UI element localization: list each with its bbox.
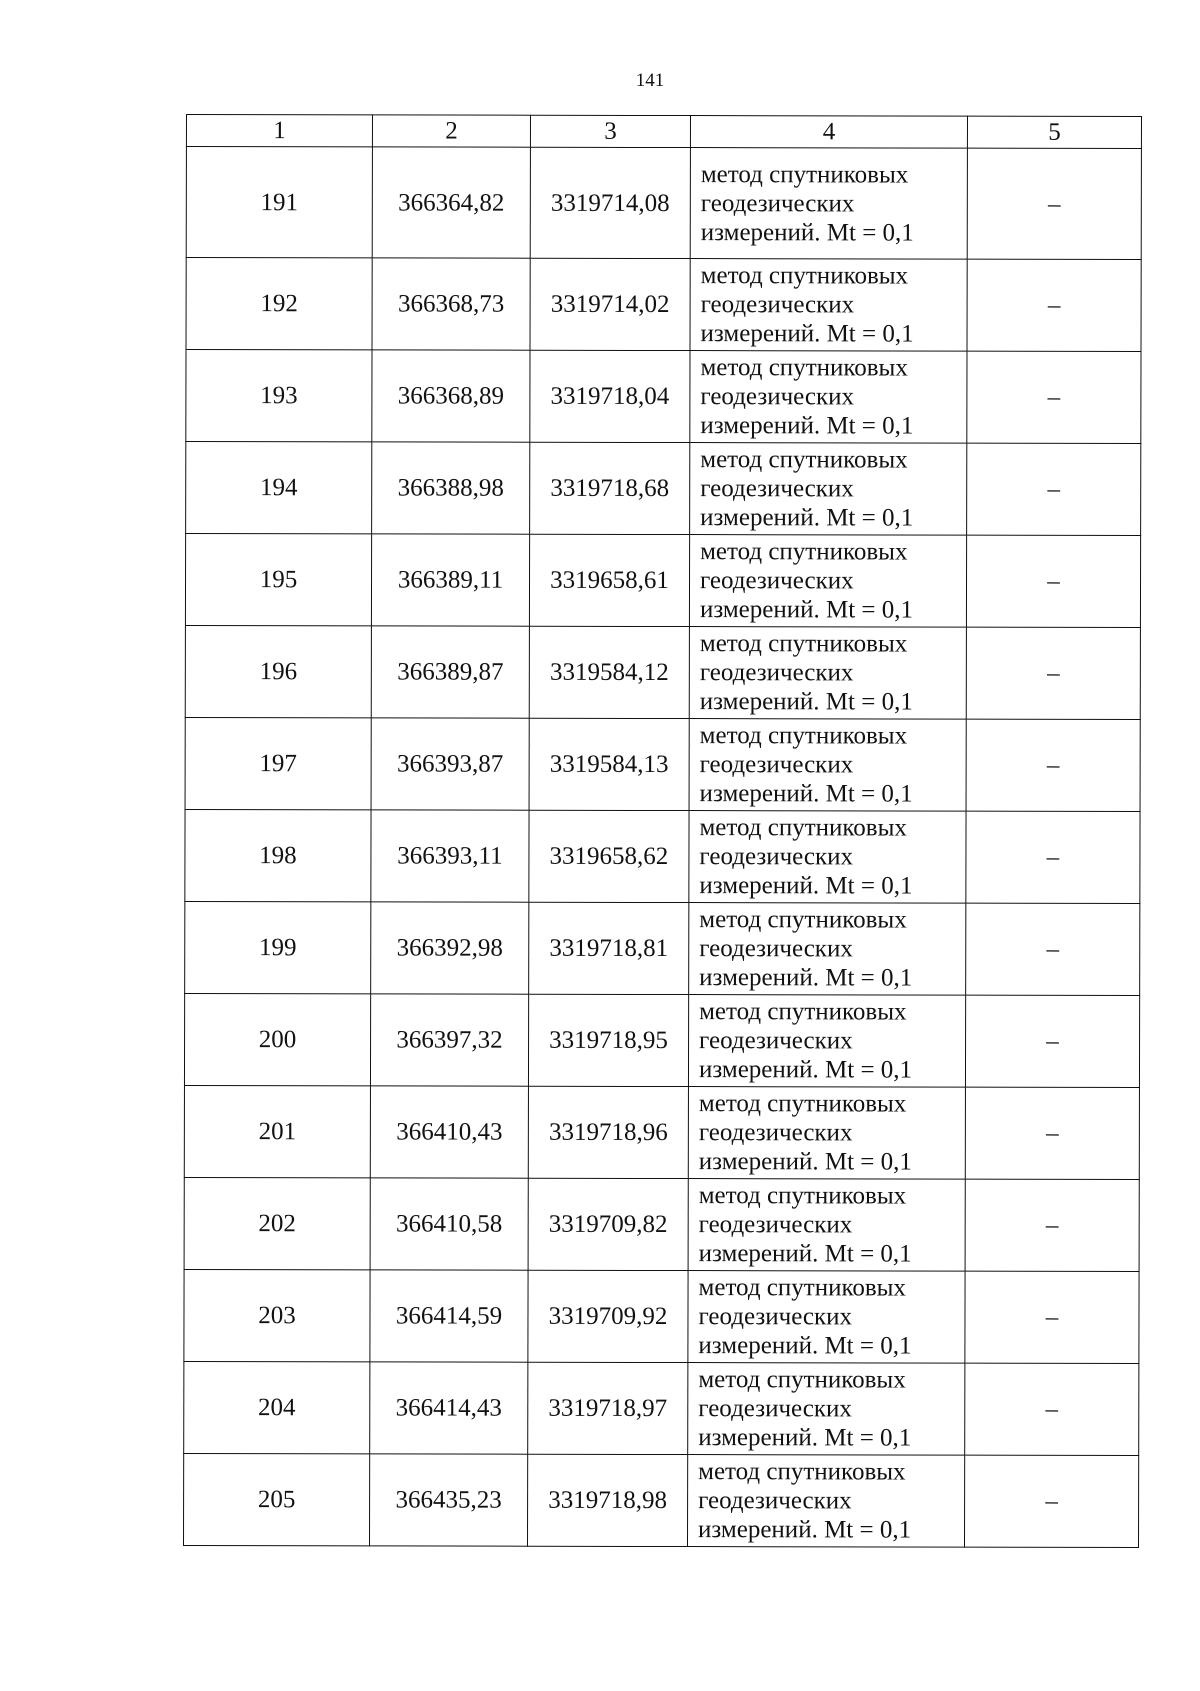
coordinate-x-cell: 366435,23 — [370, 1454, 528, 1546]
coordinate-y-cell: 3319584,13 — [529, 718, 689, 810]
note-cell: – — [967, 259, 1141, 351]
coordinate-x-cell: 366410,58 — [370, 1178, 528, 1270]
coordinate-y-cell: 3319709,82 — [528, 1178, 688, 1270]
method-cell: метод спутниковых геодезических измерений. Mt = 0,1 — [689, 719, 966, 812]
coordinate-y-cell: 3319718,81 — [529, 902, 689, 994]
note-cell: – — [965, 1087, 1139, 1179]
coordinate-y-cell: 3319718,97 — [528, 1362, 688, 1454]
note-cell: – — [967, 148, 1141, 259]
coordinate-y-cell: 3319584,12 — [529, 626, 689, 718]
coordinate-x-cell: 366414,59 — [370, 1270, 528, 1362]
method-cell: метод спутниковых геодезических измерений. Mt = 0,1 — [689, 903, 966, 996]
table-body — [184, 147, 1142, 1548]
coordinate-x-cell: 366389,11 — [371, 534, 529, 626]
coordinate-y-cell: 3319718,95 — [528, 994, 688, 1086]
coordinate-x-cell: 366368,73 — [372, 258, 530, 350]
table-header — [186, 115, 1141, 149]
header-col-2: 2 — [372, 115, 530, 147]
header-col-4: 4 — [690, 116, 967, 149]
coordinate-y-cell: 3319658,61 — [529, 534, 689, 626]
coordinate-y-cell: 3319714,08 — [530, 147, 690, 258]
point-number-cell: 200 — [184, 993, 370, 1085]
point-number-cell: 202 — [184, 1177, 370, 1269]
coordinate-y-cell: 3319718,96 — [528, 1086, 688, 1178]
header-col-1: 1 — [186, 115, 372, 147]
header-col-3: 3 — [530, 115, 690, 147]
coordinate-x-cell: 366364,82 — [372, 147, 530, 258]
page-number: 141 — [635, 70, 665, 91]
coordinate-x-cell: 366414,43 — [370, 1362, 528, 1454]
coordinate-y-cell: 3319718,04 — [530, 350, 690, 442]
note-cell: – — [965, 1455, 1139, 1547]
point-number-cell: 196 — [185, 625, 371, 717]
point-number-cell: 205 — [184, 1453, 370, 1545]
table-row — [185, 534, 1140, 628]
note-cell: – — [967, 443, 1141, 535]
coordinate-y-cell: 3319714,02 — [530, 258, 690, 350]
coordinate-x-cell: 366392,98 — [371, 902, 529, 994]
note-cell: – — [965, 1363, 1139, 1455]
note-cell: – — [965, 995, 1139, 1087]
method-cell: метод спутниковых геодезических измерений. Mt = 0,1 — [688, 1271, 965, 1364]
note-cell: – — [966, 811, 1140, 903]
method-cell: метод спутниковых геодезических измерений. Mt = 0,1 — [688, 1087, 965, 1180]
note-cell: – — [966, 535, 1140, 627]
table-row — [184, 1361, 1139, 1455]
table-row — [186, 258, 1141, 352]
method-cell: метод спутниковых геодезических измерений. Mt = 0,1 — [688, 995, 965, 1088]
note-cell: – — [966, 719, 1140, 811]
method-cell: метод спутниковых геодезических измерений. Mt = 0,1 — [690, 443, 967, 536]
method-cell: метод спутниковых геодезических измерений. Mt = 0,1 — [689, 535, 966, 628]
method-cell: метод спутниковых геодезических измерений. Mt = 0,1 — [688, 1179, 965, 1272]
method-cell: метод спутниковых геодезических измерений. Mt = 0,1 — [690, 259, 967, 352]
coordinates-table — [183, 114, 1142, 1548]
table-row — [184, 993, 1139, 1087]
table-row — [184, 1085, 1139, 1179]
point-number-cell: 195 — [185, 534, 371, 626]
table-row — [184, 1177, 1139, 1271]
coordinate-y-cell: 3319709,92 — [528, 1270, 688, 1362]
table-row — [184, 1269, 1139, 1363]
table-row — [185, 901, 1140, 995]
coordinate-x-cell: 366389,87 — [371, 626, 529, 718]
method-cell: метод спутниковых геодезических измерений. Mt = 0,1 — [688, 1455, 965, 1548]
coordinate-x-cell: 366393,11 — [371, 810, 529, 902]
table-row — [185, 809, 1140, 903]
table-row — [186, 442, 1141, 536]
note-cell: – — [966, 903, 1140, 995]
table-row — [184, 1453, 1139, 1547]
coordinate-x-cell: 366397,32 — [370, 994, 528, 1086]
point-number-cell: 203 — [184, 1269, 370, 1361]
method-cell: метод спутниковых геодезических измерений. Mt = 0,1 — [690, 148, 967, 260]
note-cell: – — [965, 1271, 1139, 1363]
point-number-cell: 191 — [186, 147, 372, 258]
coordinate-x-cell: 366393,87 — [371, 718, 529, 810]
coordinate-x-cell: 366410,43 — [370, 1086, 528, 1178]
point-number-cell: 201 — [184, 1085, 370, 1177]
table-row — [186, 147, 1141, 260]
note-cell: – — [966, 627, 1140, 719]
table-row — [186, 350, 1141, 444]
table-row — [185, 625, 1140, 719]
point-number-cell: 194 — [186, 442, 372, 534]
table-row — [185, 717, 1140, 811]
header-row — [186, 115, 1141, 149]
point-number-cell: 193 — [186, 350, 372, 442]
coordinate-x-cell: 366368,89 — [372, 350, 530, 442]
method-cell: метод спутниковых геодезических измерений. Mt = 0,1 — [689, 627, 966, 720]
method-cell: метод спутниковых геодезических измерений. Mt = 0,1 — [689, 811, 966, 904]
point-number-cell: 198 — [185, 809, 371, 901]
note-cell: – — [965, 1179, 1139, 1271]
coordinate-y-cell: 3319718,98 — [528, 1454, 688, 1546]
coordinate-y-cell: 3319658,62 — [529, 810, 689, 902]
point-number-cell: 199 — [185, 901, 371, 993]
note-cell: – — [967, 351, 1141, 443]
point-number-cell: 197 — [185, 717, 371, 809]
coordinate-x-cell: 366388,98 — [372, 442, 530, 534]
point-number-cell: 204 — [184, 1361, 370, 1453]
header-col-5: 5 — [967, 116, 1141, 148]
point-number-cell: 192 — [186, 258, 372, 350]
method-cell: метод спутниковых геодезических измерений. Mt = 0,1 — [688, 1363, 965, 1456]
coordinate-y-cell: 3319718,68 — [530, 442, 690, 534]
method-cell: метод спутниковых геодезических измерений. Mt = 0,1 — [690, 351, 967, 444]
